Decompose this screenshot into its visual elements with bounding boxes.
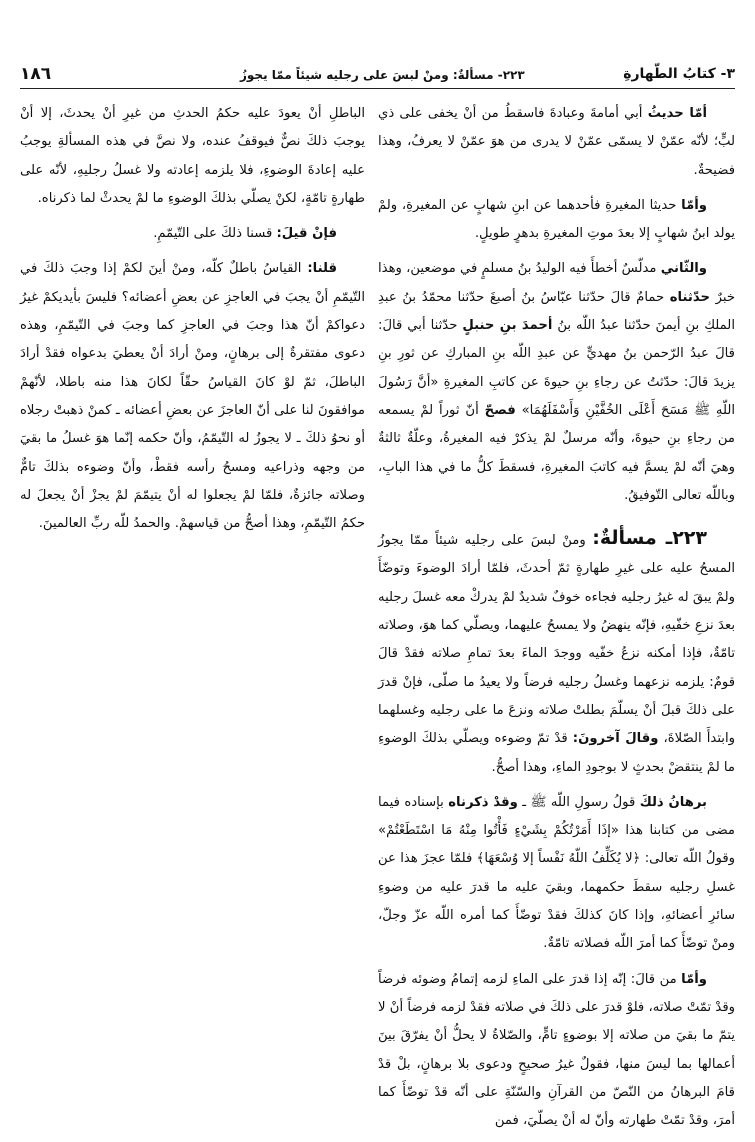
left-column	[20, 100, 365, 545]
body-text: ومنْ لبسَ على رجليه شيئاً ممّا يجوزُ المسحُ عليه على غيرِ طهارةٍ ثمّ أحدثَ، فلمّا أرادَ الوضوءَ وتوضّأَ ولمْ يبقَ له غيرُ رجليه فجاءه خوفٌ شديدٌ لمْ يدركْ معه غسلَ رجليه بعدَ نزعِ خفّيهِ، فإنّه ينهضُ ولا يمسحُ عليهما، ويصلّي كما هوَ، وصلاته تامّةٌ، فإذا أمكنه نزعُ خفّيه ووجدَ الماءَ بعدَ تمامِ صلاته فقدْ قالَ قومٌ: يلزمه نزعهما وغسلُ رجليه فرضاً ولا يعيدُ ما صلّى، فإنْ قدرَ على ذلكَ قبلَ أنْ يسلّمَ بطلتْ صلاته ونزعَ ما على رجليه وغسلهما وابتدأَ الصّلاةَ،	[378, 533, 735, 747]
paragraph	[20, 255, 365, 538]
bold-lead-text: حدّثناه	[669, 289, 710, 305]
bold-lead-text: أحمدَ بنِ حنبلٍ	[462, 318, 553, 334]
bold-lead-text: والثّاني	[660, 261, 707, 277]
bold-lead-text: قلنا:	[307, 261, 337, 277]
body-text: قسنا ذلكَ على التّيمّمِ.	[153, 226, 277, 242]
body-text: أنّ ثوراً لمْ يسمعه من رجاءِ بنِ حيوةَ، وأنّه مرسلٌ لمْ يذكرْ فيه المغيرةُ، وعلّةٌ ثالثةٌ وهيَ أنّه لمْ يسمَّ فيه كاتبَ المغيرةِ، فسقطَ كلُّ ما في هذا البابِ، وباللّه تعالى التّوفيقُ.	[378, 402, 735, 503]
body-text: قدْ تمّ وضوءه ويصلّي بذلكَ الوضوءِ ما لمْ ينتقضْ بحدثٍ لا بوجودِ الماءِ، وهذا أصحُّ.	[378, 731, 735, 775]
issue-number: ٢٢٣ـ مسألةٌ:	[592, 527, 707, 550]
bold-lead-text: وقالَ آخرونَ:	[572, 731, 659, 747]
body-text: حمامٌ قالَ حدّثنا عبّاسُ بنُ أصبغَ حدّثنا محمّدُ بنُ عبدِ الملكِ بنِ أيمنَ حدّثنا عبدُ اللّه بنُ	[378, 289, 735, 334]
paragraph	[20, 100, 365, 213]
paragraph	[378, 789, 735, 959]
paragraph	[378, 255, 735, 510]
body-text: مدلّسٌ أخطأَ فيه الوليدُ بنُ مسلمٍ في موضعين، وهذا خبرٌ	[378, 261, 735, 305]
body-text: حدّثنا أبي قالَ: قالَ عبدُ الرّحمن بنُ مهديٍّ عن عبدِ اللّه بنِ المباركِ عن ثورِ بنِ يزيدَ قالَ: حدّثتُ عن رجاءِ بنِ حيوةَ عن كاتبِ المغيرةِ «أنَّ رَسُولَ اللّهِ ﷺ مَسَحَ أَعْلَى الخُفَّيْنِ وَأَسْفَلَهُمَا»	[378, 318, 735, 418]
body-text: أبي أمامةَ وعبادةَ فاسقطُ من أنْ يخفى على ذي لبٍّ؛ لأنّه عمّنْ لا يسمّى عمّنْ لا يدرى من هوَ عمّنْ لا يعرفُ، وهذا فضيحةٌ.	[378, 106, 735, 178]
bold-lead-text: أمّا حديثُ	[647, 106, 707, 121]
running-header	[20, 62, 735, 89]
section-title: ٢٢٣- مسألةٌ: ومنْ لبسَ على رجليه شيئاً ممّا يجوزُ	[240, 68, 525, 82]
paragraph	[378, 192, 735, 249]
body-text: من قالَ: إنّه إذا قدرَ على الماءِ لزمه إتمامُ وضوئه فرضاً وقدْ تمّتْ صلاته، فلوْ قدرَ على ذلكَ في صلاته فقدْ لزمه فرضاً أنْ لا يتمّ ما بقيَ من صلاته إلا بوضوءٍ تامٍّ، والصّلاةُ لا يحلُّ أنْ يفرّقَ بينَ أعمالها بما ليسَ منها، فقولٌ غيرُ صحيحٍ ودعوى بلا برهانٍ، بلْ قدْ قامَ البرهانُ من النّصّ من القرآنِ والسّنّةِ على أنّه قدْ توضّأَ كما أمرَ، وقدْ تمّتْ طهارته وأنّ له أنْ يصلّيَ، فمن	[378, 971, 735, 1129]
bold-lead-text: وأمّا	[681, 197, 707, 213]
paragraph	[378, 100, 735, 185]
bold-lead-text: برهانُ ذلكَ	[639, 794, 707, 810]
body-text: بإسناده فيما مضى من كتابنا هذا «إذَا أَمَرْتُكُمْ بِشَيْءٍ فَأْتُوا مِنْهُ مَا اسْتَطَعْتُمْ» وقولُ اللّه تعالى: ﴿لا يُكَلِّفُ اللّهُ نَفْساً إلا وُسْعَهَا﴾ فلمّا عجزَ هذا عن غسلِ رجليه سقطَ حكمهما، وبقيَ عليه ما قدرَ عليه من وضوءِ سائرِ أعضائهِ، وإذا كانَ كذلكَ فقدْ توضّأَ كما أمره اللّه عزّ وجلّ، ومنْ توضّأَ كما أمرَ اللّه فصلاته تامّةٌ.	[378, 794, 735, 952]
chapter-title: ٣- كتابُ الطّهارةِ	[623, 66, 735, 82]
body-text: قولُ رسولِ اللّه ﷺ ـ	[517, 794, 640, 810]
paragraph	[378, 966, 735, 1136]
bold-lead-text: وقدْ ذكرناه	[448, 794, 518, 810]
bold-lead-text: وأمّا	[681, 971, 707, 987]
bold-lead-text: فصحّ	[484, 402, 516, 418]
body-text: حديثا المغيرةِ فأحدهما عن ابنِ شهابٍ عن المغيرةِ، ولمْ يولد ابنُ شهابٍ إلا بعدَ موتِ المغيرةِ بدهرٍ طويلٍ.	[378, 197, 735, 242]
bold-lead-text: فإنْ قيلَ:	[276, 226, 337, 242]
right-column	[378, 100, 735, 1142]
body-text: الباطلِ أنْ يعودَ عليه حكمُ الحدثِ من غيرِ أنْ يحدثَ، إلا أنْ يوجبَ ذلكَ نصٌّ فيوقفُ عنده، ولا نصَّ في هذه المسألةِ يوجبُ عليه إعادةَ الوضوءِ، فلا يلزمه إعادته ولا غسلُ رجليهِ، لأنّه على طهارةٍ تامّةٍ، لكنْ يصلّي بذلكَ الوضوءِ ما لمْ يحدثْ لما ذكرناه.	[20, 106, 365, 206]
page-number: ١٨٦	[20, 64, 52, 84]
paragraph	[20, 220, 365, 248]
body-text: القياسُ باطلٌ كلّه، ومنْ أينَ لكمْ إذا وجبَ ذلكَ في التّيمّمِ أنْ يجبَ في العاجزِ عن بعضِ أعضائه؟ فليسَ بأيديكمْ غيرُ دعواكمْ أنّ هذا وجبَ في العاجزِ كما وجبَ في التّيمّمِ، وهذه دعوى مفتقرةٌ إلى برهانٍ، ومنْ أرادَ أنْ يعطيَ بدعواه فقدْ أرادَ الباطلَ، ثمّ لوْ كانَ القياسُ حقّاً لكانَ هذا منه باطلا، لأنّهمْ موافقونَ لنا على أنّ العاجزَ عن بعضِ أعضائه ـ كمنْ ذهبتْ رجلاه أو نحوُ ذلكَ ـ لا يجوزُ له التّيمّمُ، وأنّ حكمه إنّما هوَ غسلُ ما بقيَ من وجهه وذراعيه ومسحُ رأسه فقطْ، وأنّ وضوءه بذلكَ تامٌّ وصلاته جائزةٌ، فلمّا لمْ يجعلوا له أنْ يتيمّمَ لمْ يجزْ أنْ يجعلَ له حكمُ التّيمّمِ، وهذا أصحُّ من قياسهمْ. والحمدُ للّه ربِّ العالمينَ.	[20, 261, 365, 532]
section-heading-paragraph	[378, 524, 735, 782]
